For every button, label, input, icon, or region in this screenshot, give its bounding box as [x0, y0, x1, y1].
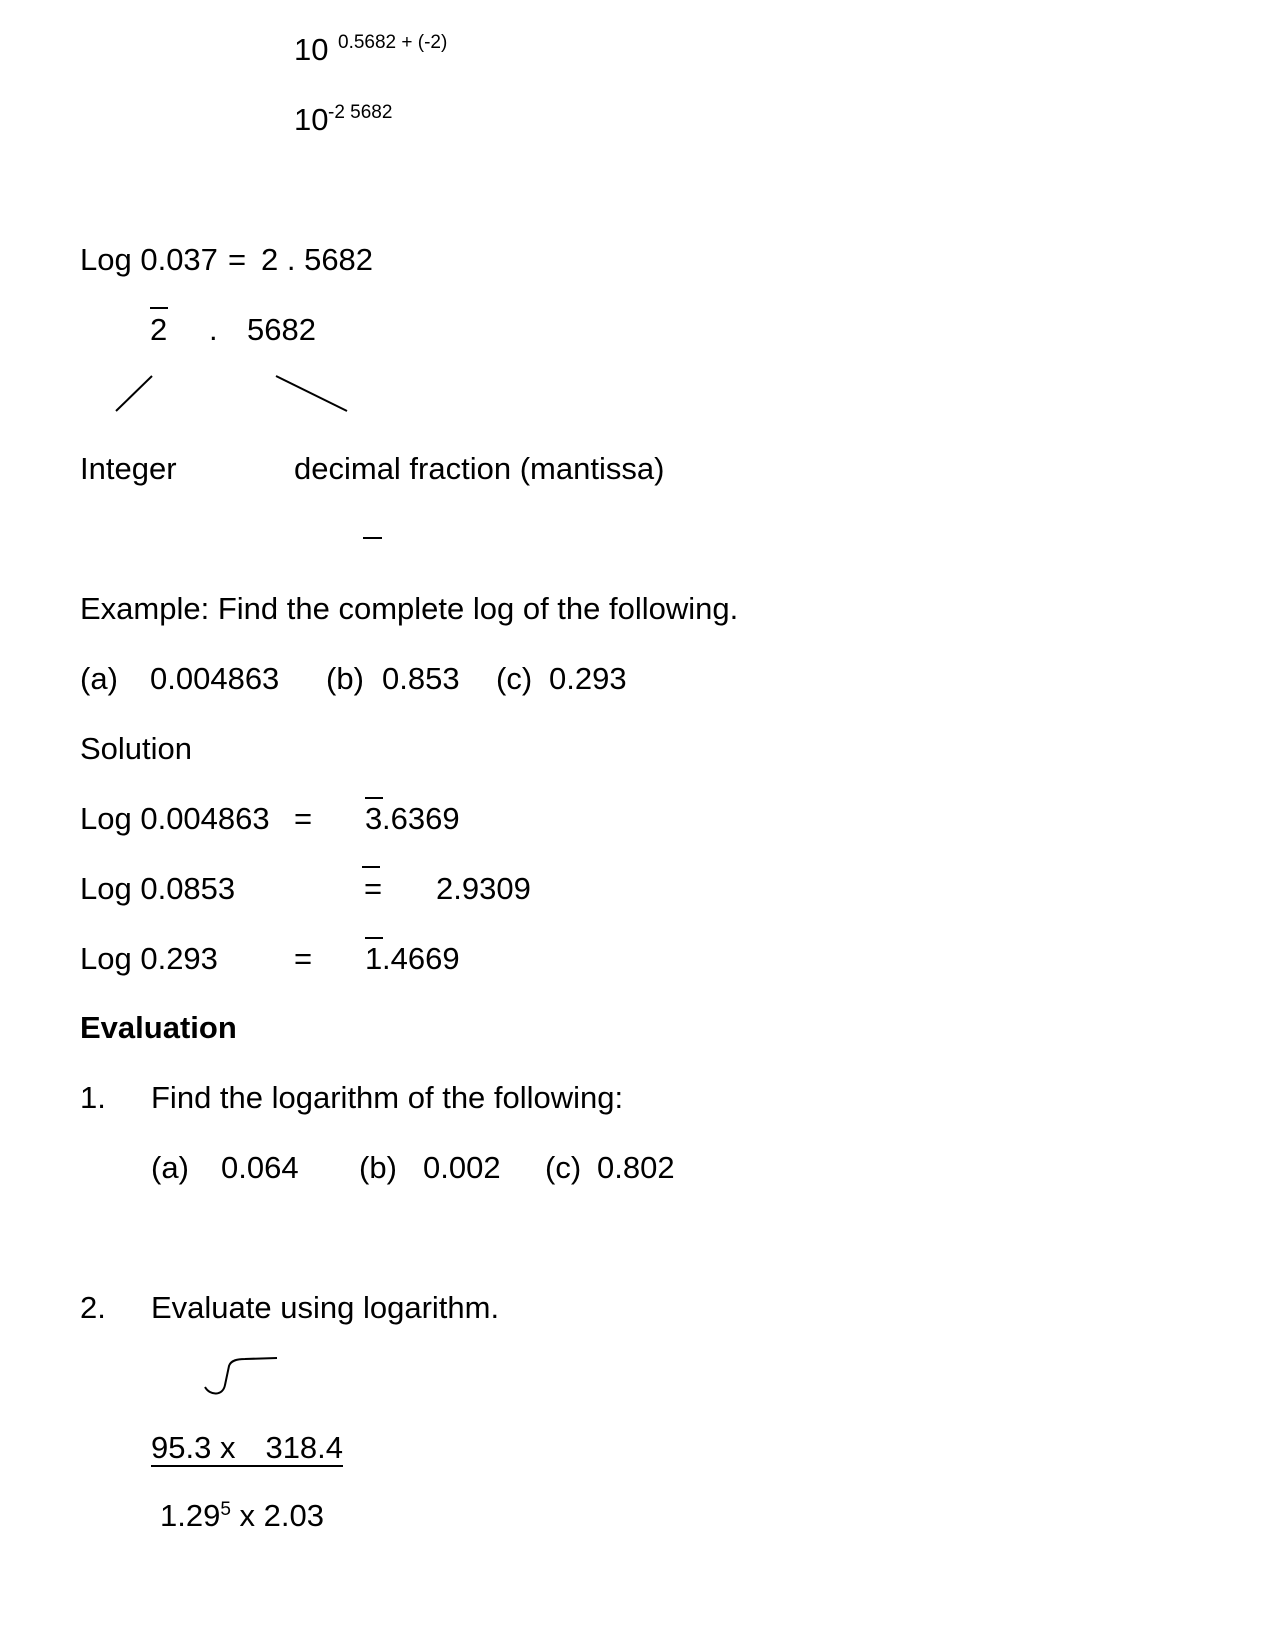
evaluation-heading: Evaluation	[80, 1010, 237, 1045]
log-0037-expression: Log 0.037	[80, 242, 218, 277]
label-mantissa: decimal fraction (mantissa)	[294, 451, 665, 486]
label-integer: Integer	[80, 451, 177, 486]
solution-row-2-lhs: Log 0.0853	[80, 871, 236, 906]
solution-row-3-equals: =	[294, 941, 313, 976]
q2-text: Evaluate using logarithm.	[151, 1290, 500, 1325]
decimal-point: .	[209, 312, 218, 347]
power-2-base: 10	[294, 102, 329, 137]
q2-numerator	[151, 1432, 343, 1467]
solution-row-3-lhs: Log 0.293	[80, 941, 218, 976]
solution-row-3-rest: .4669	[382, 941, 460, 976]
power-2-exponent: -2 5682	[328, 102, 393, 123]
power-1-exponent: 0.5682 + (-2)	[338, 32, 448, 53]
solution-row-2-equals: =	[364, 871, 383, 906]
solution-row-1-rest: .6369	[382, 801, 460, 836]
q2-number: 2.	[80, 1290, 106, 1325]
solution-row-1-equals: =	[294, 801, 313, 836]
q1-a-value: 0.064	[221, 1150, 299, 1185]
example-prompt: Example: Find the complete log of the following.	[80, 591, 739, 626]
solution-row-2-value: 2.9309	[436, 871, 531, 906]
characteristic-digit: 2	[150, 312, 168, 347]
example-b-value: 0.853	[382, 661, 460, 696]
q1-a-letter: (a)	[151, 1150, 189, 1185]
example-b-letter: (b)	[326, 661, 364, 696]
q2-denominator	[160, 1500, 324, 1531]
q1-number: 1.	[80, 1080, 106, 1115]
log-0037-value: 2 . 5682	[261, 242, 374, 277]
example-a-value: 0.004863	[150, 661, 280, 696]
example-c-letter: (c)	[496, 661, 533, 696]
q1-text: Find the logarithm of the following:	[151, 1080, 624, 1115]
example-c-value: 0.293	[549, 661, 627, 696]
q2-denominator-base: 1.29	[160, 1498, 221, 1533]
q1-b-value: 0.002	[423, 1150, 501, 1185]
log-0037-equals: =	[228, 242, 247, 277]
mantissa-digits: 5682	[247, 312, 316, 347]
solution-heading: Solution	[80, 731, 193, 766]
example-a-letter: (a)	[80, 661, 118, 696]
q2-denominator-exponent: 5	[220, 1499, 231, 1520]
q1-c-letter: (c)	[545, 1150, 582, 1185]
q2-denominator-rest: x 2.03	[230, 1498, 324, 1533]
q1-b-letter: (b)	[359, 1150, 397, 1185]
q1-c-value: 0.802	[597, 1150, 675, 1185]
solution-row-1-bar-digit: 3	[365, 801, 383, 836]
q2-numerator-a: 95.3 x	[151, 1430, 236, 1465]
solution-row-1-lhs: Log 0.004863	[80, 801, 270, 836]
q2-numerator-b: 318.4	[265, 1430, 344, 1465]
power-1-base: 10	[294, 32, 329, 67]
solution-row-3-bar-digit: 1	[365, 941, 383, 976]
radical-stroke	[205, 1358, 277, 1394]
